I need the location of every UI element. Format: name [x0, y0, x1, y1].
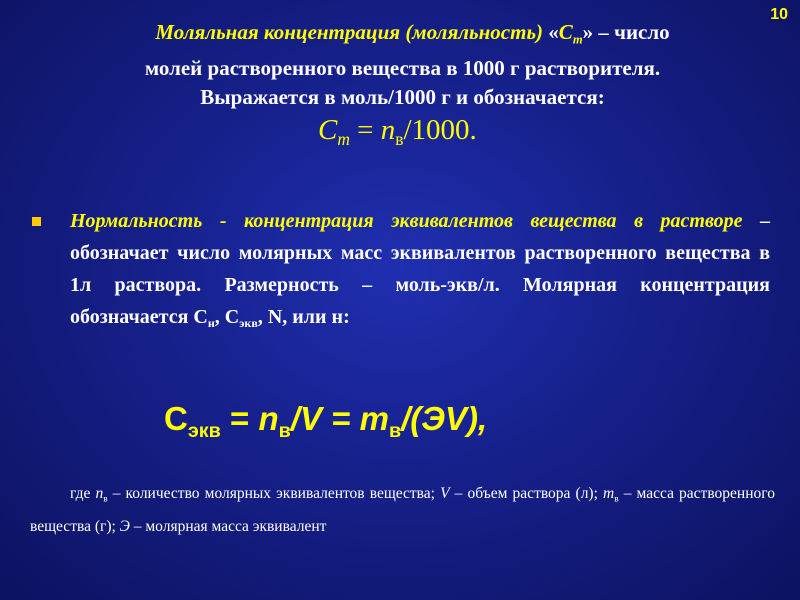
normality-formula	[164, 400, 487, 443]
molality-symbol-sub: m	[572, 32, 583, 47]
normality-definition	[70, 205, 770, 339]
footnote-p3: – объем раствора (л);	[449, 485, 603, 502]
formula2-c-sub: экв	[187, 419, 221, 442]
molality-after-symbol: – число	[593, 20, 670, 44]
normality-last-prefix: обозначается C	[70, 306, 208, 328]
molality-definition	[70, 18, 735, 112]
formula1-eq: =	[349, 114, 381, 146]
footnote-m: m	[603, 485, 615, 502]
formula2-tail: /(ЭV),	[401, 400, 488, 437]
formula2-n: n	[258, 400, 279, 437]
formula1-n-sub: в	[395, 129, 404, 150]
formula2-m: m	[359, 400, 389, 437]
normality-sep-1: , C	[214, 306, 240, 328]
formula1-lhs-sub: m	[337, 129, 350, 150]
molality-symbol-letter: C	[558, 20, 573, 44]
footnote-p4: – масса растворенного вещества (г);	[30, 485, 775, 536]
normality-last-line	[70, 301, 770, 339]
formula2-m-sub: в	[388, 419, 402, 442]
formula2-c: C	[164, 400, 188, 437]
molality-symbol	[558, 20, 583, 47]
formula1-rest: /1000.	[403, 114, 477, 146]
molality-line-2: молей растворенного вещества в 1000 г растворителя.	[144, 56, 661, 81]
molality-term: Моляльная концентрация (моляльность)	[155, 20, 544, 44]
footnote-p1: где	[70, 485, 96, 502]
page-number: 10	[770, 6, 788, 23]
formula2-div-v: /V =	[290, 400, 360, 437]
normality-sub-1: н	[207, 316, 215, 331]
symbol-close: »	[582, 20, 594, 44]
footnote-e: Э	[119, 518, 130, 536]
formula2-eq1: =	[220, 400, 259, 437]
normality-term: Нормальность - концентрация эквивалентов вещества в растворе	[70, 210, 743, 232]
footnote-n-sub: в	[103, 494, 108, 505]
molality-line-3: Выражается в моль/1000 г и обозначается:	[200, 85, 605, 110]
formula1-n: n	[380, 114, 396, 146]
footnote-m-sub: в	[614, 494, 619, 505]
footnote-p5: – молярная масса эквивалент	[129, 518, 327, 536]
normality-sub-2: экв	[239, 316, 258, 331]
symbol-open: «	[543, 20, 559, 44]
bullet-square-icon	[32, 217, 41, 226]
normality-tail: , N, или н:	[257, 306, 350, 328]
normality-body: – обозначает число молярных масс эквивалентов растворенного вещества в 1л раствора. Размерность – моль-экв/л. Молярная концентрация	[70, 210, 771, 296]
footnote-p2: – количество молярных эквивалентов вещества;	[107, 485, 441, 502]
formula1-lhs: C	[318, 114, 338, 146]
footnote-v: V	[440, 485, 450, 502]
footnote	[30, 480, 775, 540]
formula2-n-sub: в	[278, 419, 291, 442]
footnote-n: n	[95, 485, 104, 502]
molality-line-1	[70, 18, 735, 54]
molality-formula	[318, 114, 477, 150]
